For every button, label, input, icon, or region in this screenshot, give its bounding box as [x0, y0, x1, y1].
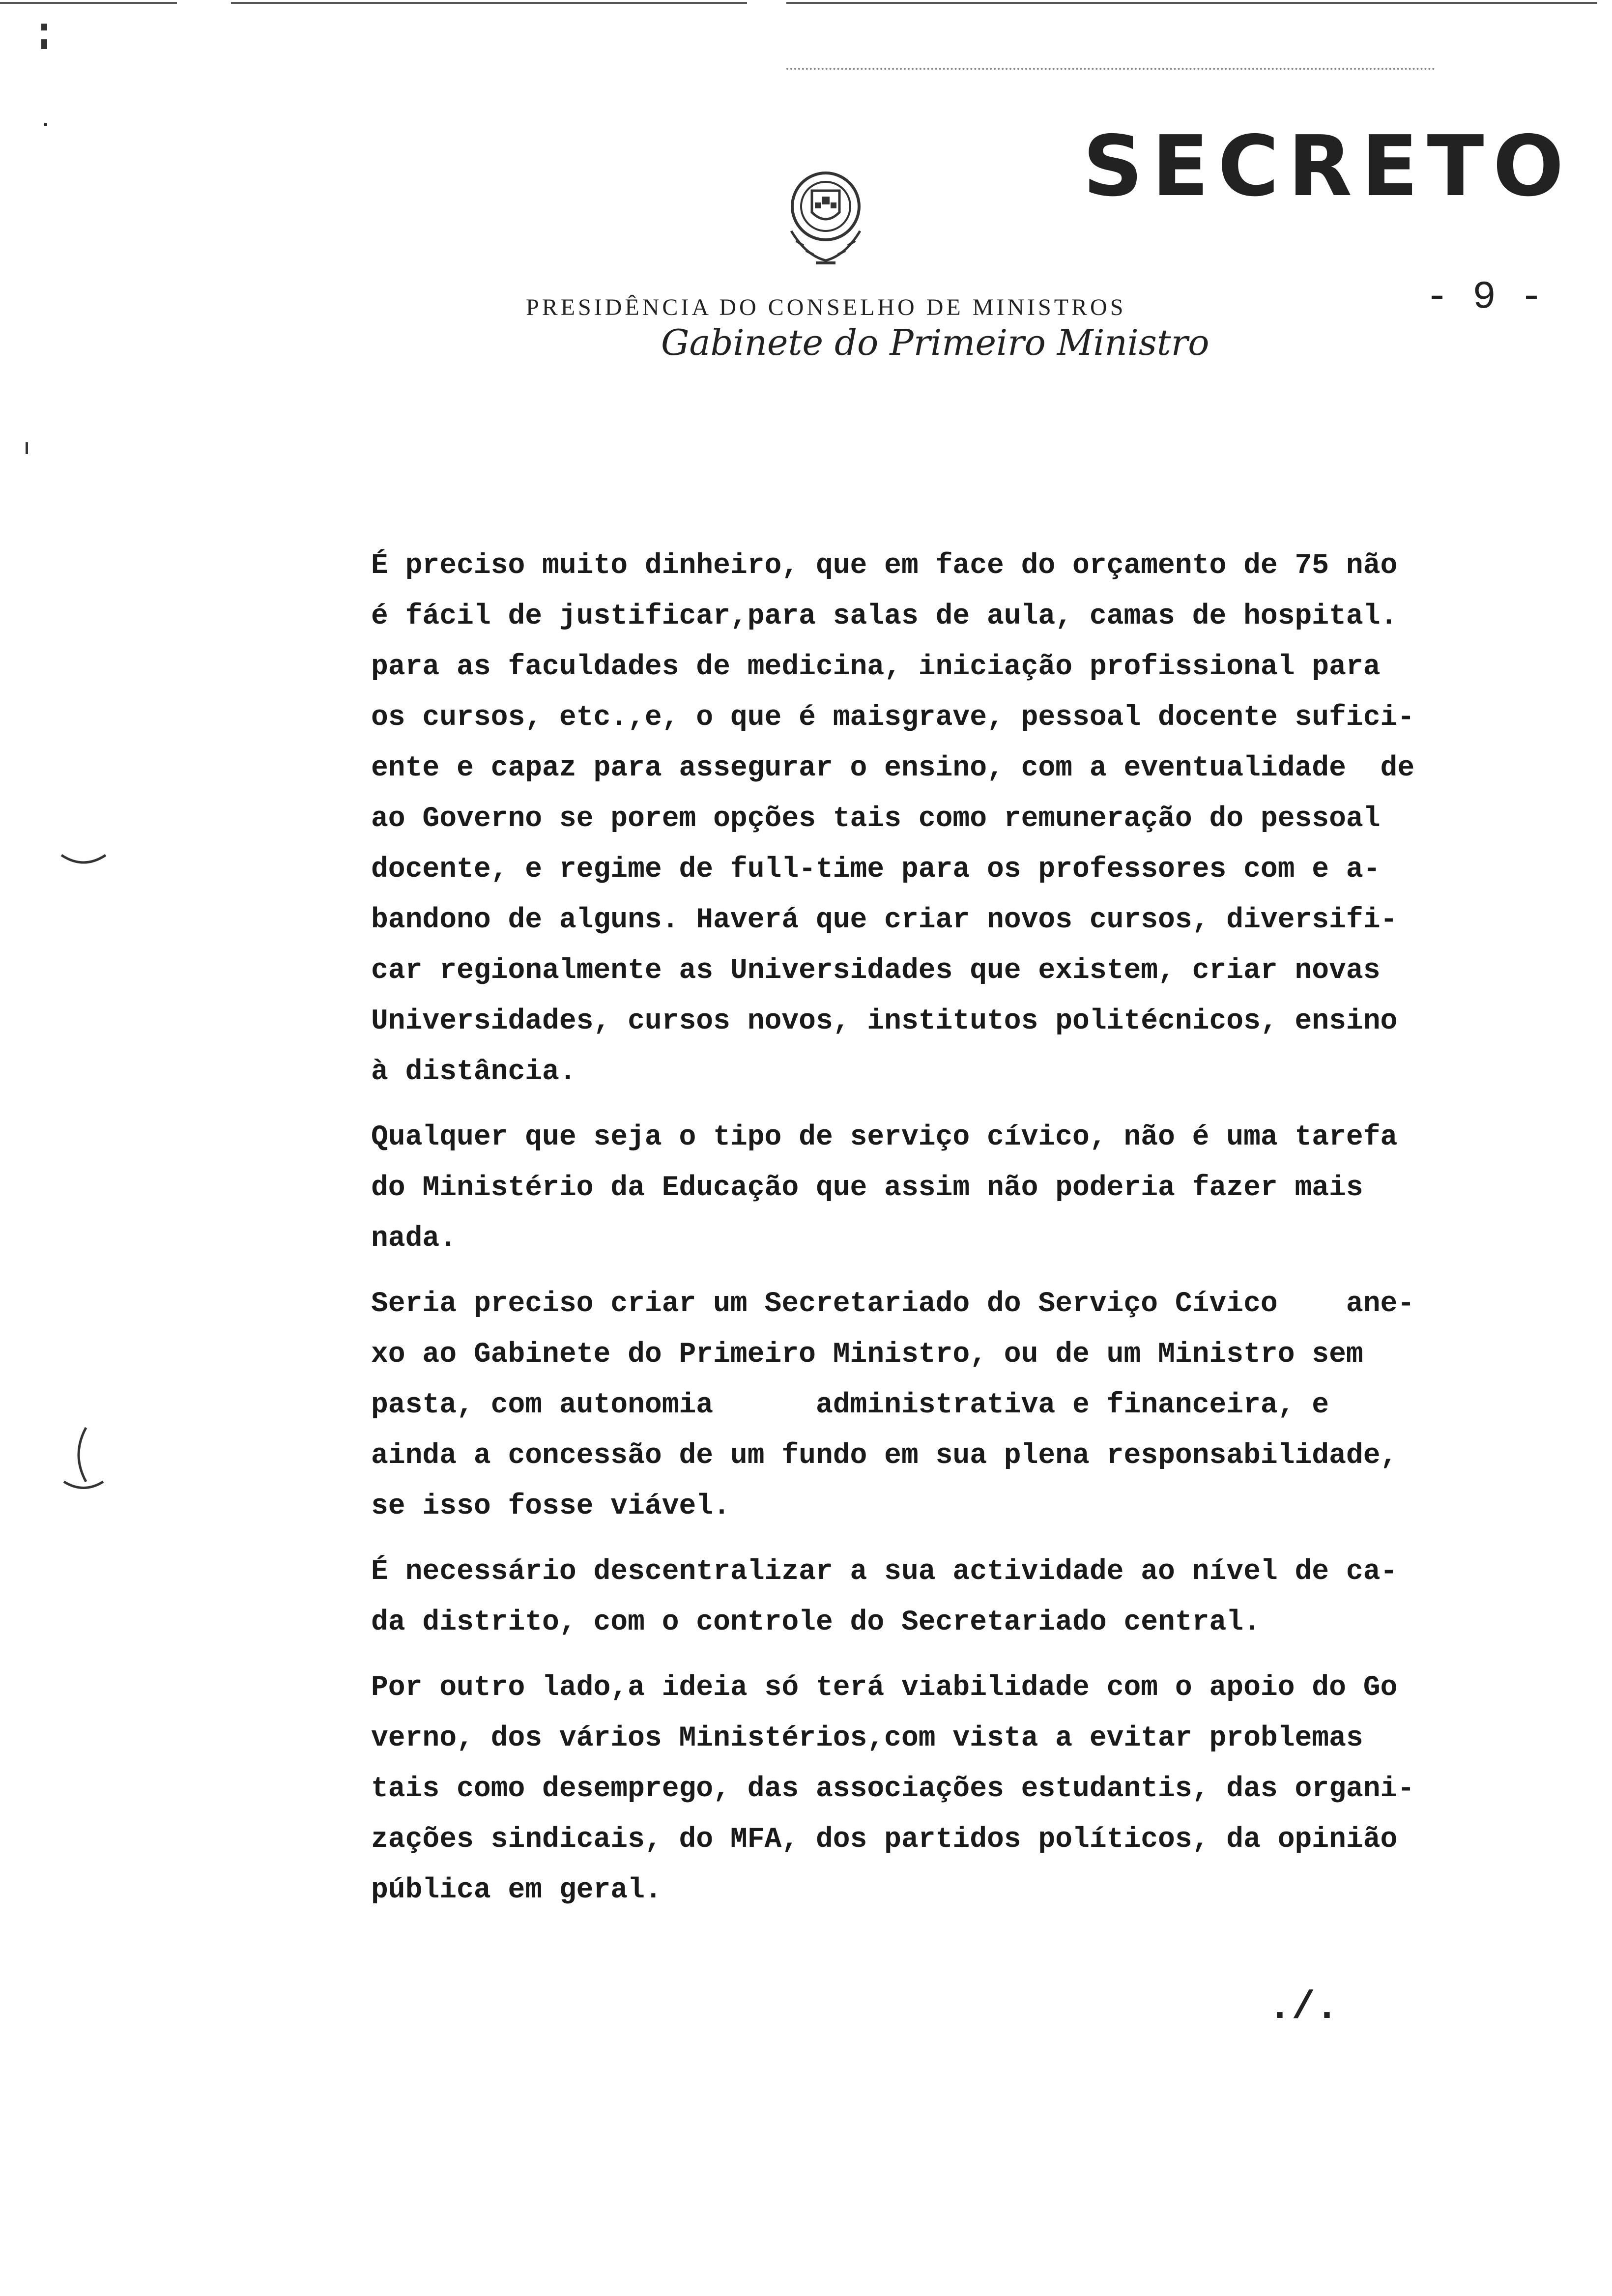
text-line: É preciso muito dinheiro, que em face do orçamento de 75 não	[371, 550, 1398, 582]
text-line: Qualquer que seja o tipo de serviço cívico, não é uma tarefa	[371, 1121, 1398, 1153]
text-line: bandono de alguns. Haverá que criar novos cursos, diversifi-	[371, 904, 1398, 936]
text-line: é fácil de justificar,para salas de aula, camas de hospital.	[371, 601, 1398, 632]
text-line: verno, dos vários Ministérios,com vista a evitar problemas	[371, 1722, 1363, 1754]
document-body	[371, 541, 1501, 1930]
text-line: nada.	[371, 1223, 457, 1255]
text-line: ainda a concessão de um fundo em sua plena responsabilidade,	[371, 1440, 1398, 1472]
margin-mark	[44, 123, 47, 126]
institution-name: PRESIDÊNCIA DO CONSELHO DE MINISTROS	[526, 294, 1126, 320]
paragraph	[371, 1663, 1501, 1916]
page-number: - 9 -	[1425, 275, 1543, 320]
paragraph	[371, 541, 1501, 1097]
text-line: docente, e regime de full-time para os professores com e a-	[371, 854, 1381, 886]
text-line: É necessário descentralizar a sua actividade ao nível de ca-	[371, 1556, 1398, 1588]
text-line: do Ministério da Educação que assim não poderia fazer mais	[371, 1172, 1363, 1204]
margin-bracket	[59, 850, 108, 870]
top-rule	[786, 2, 1597, 4]
paragraph	[371, 1112, 1501, 1264]
margin-mark	[41, 39, 47, 49]
text-line: xo ao Gabinete do Primeiro Ministro, ou de um Ministro sem	[371, 1339, 1363, 1371]
text-line: os cursos, etc.,e, o que é maisgrave, pessoal docente sufici-	[371, 702, 1415, 734]
margin-bracket	[69, 1425, 88, 1484]
text-line: pública em geral.	[371, 1874, 662, 1906]
text-line: zações sindicais, do MFA, dos partidos políticos, da opinião	[371, 1824, 1398, 1856]
paragraph	[371, 1279, 1501, 1532]
text-line: pasta, com autonomia administrativa e financeira, e	[371, 1389, 1329, 1421]
top-rule	[0, 2, 177, 4]
text-line: Seria preciso criar um Secretariado do Serviço Cívico ane-	[371, 1288, 1415, 1320]
text-line: à distância.	[371, 1056, 576, 1088]
margin-mark	[26, 442, 28, 454]
text-line: se isso fosse viável.	[371, 1491, 730, 1522]
text-line: car regionalmente as Universidades que existem, criar novas	[371, 955, 1381, 987]
cabinet-subtitle: Gabinete do Primeiro Ministro	[661, 322, 1209, 363]
text-line: para as faculdades de medicina, iniciação profissional para	[371, 651, 1381, 683]
text-line: da distrito, com o controle do Secretariado central.	[371, 1607, 1261, 1638]
margin-mark	[41, 24, 47, 30]
margin-bracket	[61, 1479, 106, 1494]
continuation-mark: ./.	[1268, 1985, 1339, 2030]
coat-of-arms-emblem	[777, 157, 875, 275]
paragraph	[371, 1547, 1501, 1648]
text-line: Por outro lado,a ideia só terá viabilidade com o apoio do Go	[371, 1672, 1398, 1704]
top-rule	[231, 2, 747, 4]
text-line: Universidades, cursos novos, institutos politécnicos, ensino	[371, 1005, 1398, 1037]
text-line: tais como desemprego, das associações estudantis, das organi-	[371, 1773, 1415, 1805]
text-line: ente e capaz para assegurar o ensino, com a eventualidade de	[371, 752, 1415, 784]
text-line: ao Governo se porem opções tais como remuneração do pessoal	[371, 803, 1381, 835]
dotted-rule	[786, 68, 1435, 70]
classification-stamp: SECRETO	[1083, 118, 1573, 215]
